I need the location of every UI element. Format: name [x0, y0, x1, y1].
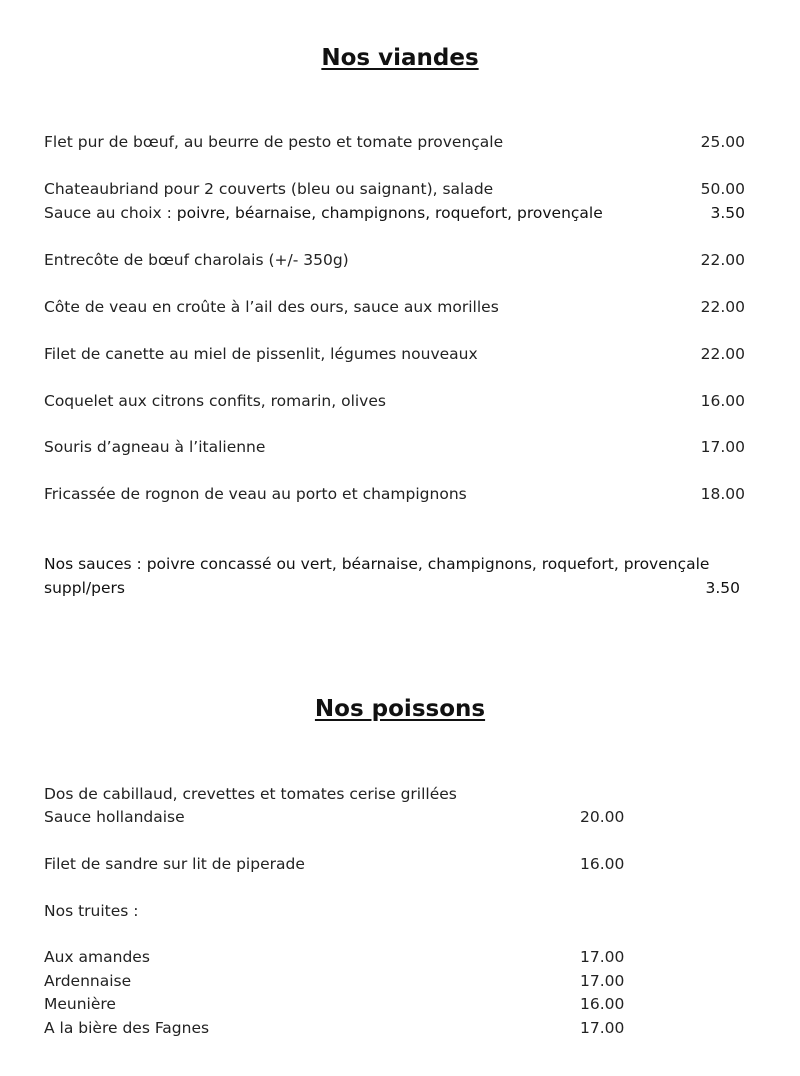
trout-heading: Nos truites :: [44, 902, 139, 920]
meat-item-name: Flet pur de bœuf, au beurre de pesto et tomate provençale: [44, 133, 504, 151]
fish-item-price: 16.00: [580, 995, 625, 1013]
fish-item-name: Meunière: [44, 995, 116, 1013]
sauce-choice-line: [44, 202, 603, 224]
meat-item-name: Coquelet aux citrons confits, romarin, olives: [44, 392, 386, 410]
meat-item-name: Fricassée de rognon de veau au porto et champignons: [44, 485, 467, 503]
fish-item-name: Filet de sandre sur lit de piperade: [44, 855, 305, 873]
meat-item-price: 22.00: [700, 251, 745, 269]
meat-item-name: Entrecôte de bœuf charolais (+/- 350g): [44, 251, 349, 269]
fish-item-price: 20.00: [580, 808, 625, 826]
sauce-choice-price: 3.50: [710, 204, 745, 222]
fish-item-name: Aux amandes: [44, 948, 150, 966]
meat-item-name: Filet de canette au miel de pissenlit, légumes nouveaux: [44, 345, 478, 363]
meat-item-name: Chateaubriand pour 2 couverts (bleu ou saignant), salade: [44, 180, 494, 198]
fish-item-name: Sauce hollandaise: [44, 808, 185, 826]
sauce-choice-options: poivre, béarnaise, champignons, roquefort, provençale: [176, 204, 603, 222]
meats-title: Nos viandes: [321, 45, 479, 71]
sauces-note: Nos sauces : poivre concassé ou vert, béarnaise, champignons, roquefort, provençale: [44, 555, 710, 573]
meat-item-price: 22.00: [700, 298, 745, 316]
meat-item-price: 18.00: [700, 485, 745, 503]
fish-item-price: 17.00: [580, 972, 625, 990]
meat-item-price: 17.00: [700, 438, 745, 456]
fish-title: Nos poissons: [314, 696, 486, 722]
fish-item-name: Ardennaise: [44, 972, 132, 990]
fish-item-price: 17.00: [580, 948, 625, 966]
meat-item-price: 22.00: [700, 345, 745, 363]
fish-item-price: 17.00: [580, 1019, 625, 1037]
meat-item-name: Souris d’agneau à l’italienne: [44, 438, 266, 456]
sauce-choice-label: Sauce au choix :: [44, 204, 177, 222]
sauces-suppl-label: suppl/pers: [44, 579, 125, 597]
sauces-suppl-price: 3.50: [705, 579, 740, 597]
meat-item-price: 50.00: [700, 180, 745, 198]
fish-item-name: Dos de cabillaud, crevettes et tomates cerise grillées: [44, 785, 457, 803]
fish-item-name: A la bière des Fagnes: [44, 1019, 210, 1037]
meat-item-name: Côte de veau en croûte à l’ail des ours, sauce aux morilles: [44, 298, 499, 316]
meat-item-price: 16.00: [700, 392, 745, 410]
fish-item-price: 16.00: [580, 855, 625, 873]
meat-item-price: 25.00: [700, 133, 745, 151]
